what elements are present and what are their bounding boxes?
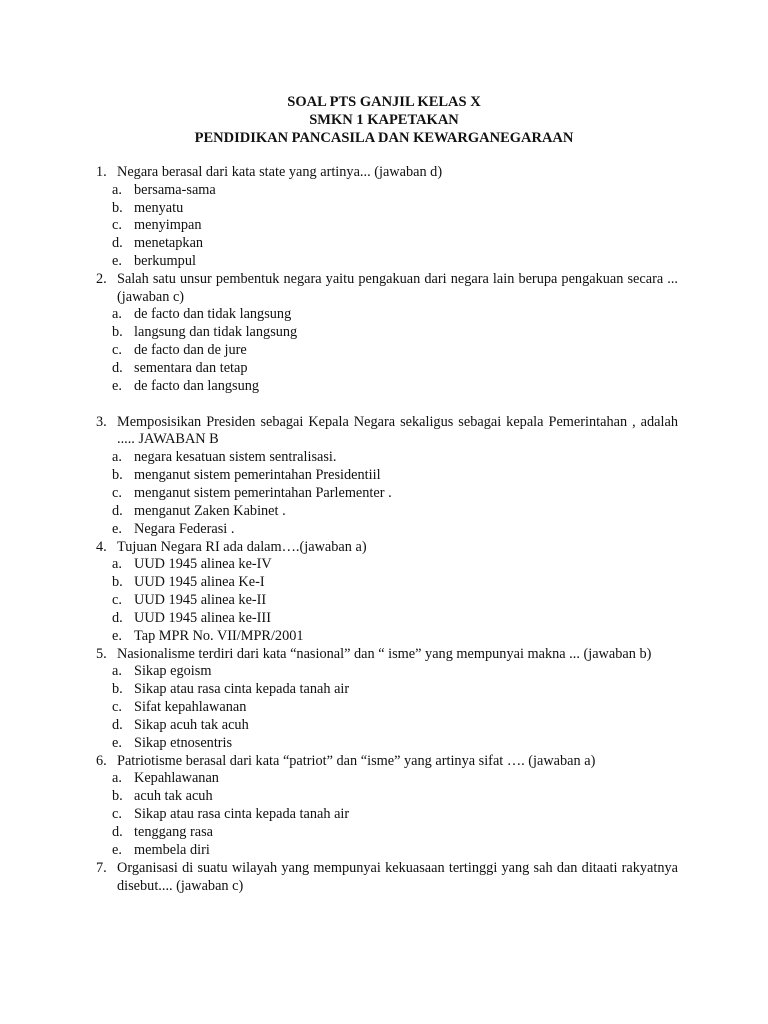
option-text: Sikap acuh tak acuh bbox=[134, 717, 249, 733]
option-text: Sikap atau rasa cinta kepada tanah air bbox=[134, 806, 350, 823]
option-letter: d. bbox=[112, 502, 123, 519]
question-item bbox=[96, 539, 678, 646]
question-item bbox=[96, 646, 678, 753]
answer-option bbox=[112, 235, 678, 253]
option-letter: d. bbox=[112, 824, 123, 841]
answer-option bbox=[112, 467, 678, 485]
option-letter: b. bbox=[112, 466, 123, 483]
option-letter: b. bbox=[112, 681, 123, 698]
question-number: 5. bbox=[96, 645, 107, 662]
option-letter: e. bbox=[112, 520, 122, 537]
question-number: 7. bbox=[96, 859, 107, 876]
option-text: Sikap etnosentris bbox=[134, 734, 233, 751]
option-text: langsung dan tidak langsung bbox=[134, 324, 298, 341]
option-list bbox=[96, 663, 678, 753]
answer-option bbox=[112, 806, 678, 824]
option-letter: b. bbox=[112, 324, 123, 341]
question-text: Salah satu unsur pembentuk negara yaitu pengakuan dari negara lain berupa pengakuan secara ... (jawaban c) bbox=[117, 271, 678, 305]
option-letter: a. bbox=[112, 663, 122, 680]
option-letter: e. bbox=[112, 377, 122, 394]
option-text: acuh tak acuh bbox=[134, 788, 213, 805]
option-letter: e. bbox=[112, 842, 122, 859]
question-number: 6. bbox=[96, 752, 107, 769]
option-text: membela diri bbox=[134, 842, 210, 859]
answer-option bbox=[112, 592, 678, 610]
answer-option bbox=[112, 681, 678, 699]
option-letter: c. bbox=[112, 806, 122, 823]
option-text: Tap MPR No. VII/MPR/2001 bbox=[134, 627, 304, 644]
answer-option bbox=[112, 449, 678, 467]
option-letter: e. bbox=[112, 627, 122, 644]
question-row bbox=[96, 414, 678, 449]
question-row bbox=[96, 753, 678, 771]
option-text: Negara Federasi . bbox=[134, 520, 235, 537]
option-text: UUD 1945 alinea ke-IV bbox=[134, 556, 272, 573]
option-text: Kepahlawanan bbox=[134, 770, 219, 787]
question-text: Patriotisme berasal dari kata “patriot” dan “isme” yang artinya sifat …. (jawaban a) bbox=[117, 752, 596, 769]
question-text: Nasionalisme terdiri dari kata “nasional” dan “ isme” yang mempunyai makna ... (jawaban b) bbox=[117, 645, 652, 662]
answer-option bbox=[112, 342, 678, 360]
answer-option bbox=[112, 253, 678, 271]
option-text: menganut sistem pemerintahan Presidentiil bbox=[134, 466, 381, 483]
option-letter: c. bbox=[112, 217, 122, 234]
answer-option bbox=[112, 628, 678, 646]
question-number: 4. bbox=[96, 538, 107, 555]
option-text: UUD 1945 alinea ke-II bbox=[134, 591, 267, 608]
answer-option bbox=[112, 306, 678, 324]
option-letter: a. bbox=[112, 306, 122, 323]
header-line-3: PENDIDIKAN PANCASILA DAN KEWARGANEGARAAN bbox=[194, 130, 574, 146]
option-letter: a. bbox=[112, 770, 122, 787]
option-letter: d. bbox=[112, 609, 123, 626]
option-text: de facto dan langsung bbox=[134, 377, 260, 394]
answer-option bbox=[112, 663, 678, 681]
option-letter: c. bbox=[112, 342, 122, 359]
header-line-2: SMKN 1 KAPETAKAN bbox=[309, 112, 459, 128]
question-text: Organisasi di suatu wilayah yang mempunyai kekuasaan tertinggi yang sah dan ditaati rakyatnya disebut.... (jawaban c) bbox=[117, 859, 678, 894]
option-letter: b. bbox=[112, 788, 123, 805]
question-number: 1. bbox=[96, 164, 107, 180]
question-item bbox=[96, 271, 678, 396]
option-text: bersama-sama bbox=[134, 181, 216, 198]
answer-option bbox=[112, 556, 678, 574]
answer-option bbox=[112, 735, 678, 753]
answer-option bbox=[112, 324, 678, 342]
answer-option bbox=[112, 217, 678, 235]
option-text: Sifat kepahlawanan bbox=[134, 699, 247, 716]
option-letter: d. bbox=[112, 360, 123, 377]
answer-option bbox=[112, 485, 678, 503]
question-row bbox=[96, 646, 678, 664]
answer-option bbox=[112, 610, 678, 628]
question-item bbox=[96, 860, 678, 895]
question-list bbox=[96, 164, 678, 895]
answer-option bbox=[112, 717, 678, 735]
option-text: de facto dan tidak langsung bbox=[134, 306, 292, 323]
option-text: de facto dan de jure bbox=[134, 342, 247, 359]
question-row bbox=[96, 860, 678, 895]
option-text: negara kesatuan sistem sentralisasi. bbox=[134, 449, 337, 466]
option-text: menganut sistem pemerintahan Parlementer . bbox=[134, 484, 392, 501]
question-row bbox=[96, 164, 678, 182]
option-text: tenggang rasa bbox=[134, 824, 213, 841]
option-letter: e. bbox=[112, 734, 122, 751]
answer-option bbox=[112, 574, 678, 592]
question-text: Negara berasal dari kata state yang artinya... (jawaban d) bbox=[117, 164, 443, 180]
answer-option bbox=[112, 503, 678, 521]
option-text: Sikap egoism bbox=[134, 663, 212, 680]
question-row bbox=[96, 539, 678, 557]
question-item bbox=[96, 753, 678, 860]
option-text: menganut Zaken Kabinet . bbox=[134, 502, 286, 519]
option-letter: c. bbox=[112, 484, 122, 501]
option-letter: b. bbox=[112, 574, 123, 591]
answer-option bbox=[112, 182, 678, 200]
option-list bbox=[96, 449, 678, 539]
option-letter: a. bbox=[112, 449, 122, 466]
answer-option bbox=[112, 788, 678, 806]
option-text: menyimpan bbox=[134, 217, 202, 234]
option-letter: c. bbox=[112, 699, 122, 716]
option-letter: b. bbox=[112, 199, 123, 216]
option-list bbox=[96, 182, 678, 272]
answer-option bbox=[112, 842, 678, 860]
option-text: Sikap atau rasa cinta kepada tanah air bbox=[134, 681, 350, 698]
option-letter: e. bbox=[112, 253, 122, 270]
question-number: 2. bbox=[96, 271, 107, 288]
question-row bbox=[96, 271, 678, 306]
question-item bbox=[96, 414, 678, 539]
question-text: Memposisikan Presiden sebagai Kepala Negara sekaligus sebagai kepala Pemerintahan , adalah ..... JAWABAN B bbox=[117, 413, 678, 448]
option-list bbox=[96, 556, 678, 646]
answer-option bbox=[112, 699, 678, 717]
header-line-1: SOAL PTS GANJIL KELAS X bbox=[287, 94, 481, 110]
question-text: Tujuan Negara RI ada dalam….(jawaban a) bbox=[117, 538, 367, 555]
answer-option bbox=[112, 200, 678, 218]
option-text: menetapkan bbox=[134, 235, 204, 252]
answer-option bbox=[112, 824, 678, 842]
option-text: UUD 1945 alinea ke-III bbox=[134, 609, 271, 626]
option-text: berkumpul bbox=[134, 253, 196, 270]
question-number: 3. bbox=[96, 413, 107, 430]
option-text: UUD 1945 alinea Ke-I bbox=[134, 574, 265, 591]
question-item bbox=[96, 164, 678, 271]
option-letter: a. bbox=[112, 181, 122, 198]
option-letter: a. bbox=[112, 556, 122, 573]
option-letter: d. bbox=[112, 235, 123, 252]
option-text: menyatu bbox=[134, 199, 184, 216]
option-letter: c. bbox=[112, 591, 122, 608]
option-list bbox=[96, 770, 678, 860]
answer-option bbox=[112, 360, 678, 378]
answer-option bbox=[112, 378, 678, 396]
answer-option bbox=[112, 521, 678, 539]
option-text: sementara dan tetap bbox=[134, 360, 248, 377]
blank-line bbox=[96, 396, 678, 414]
answer-option bbox=[112, 770, 678, 788]
option-list bbox=[96, 306, 678, 396]
option-letter: d. bbox=[112, 717, 123, 733]
document-header bbox=[0, 93, 768, 147]
